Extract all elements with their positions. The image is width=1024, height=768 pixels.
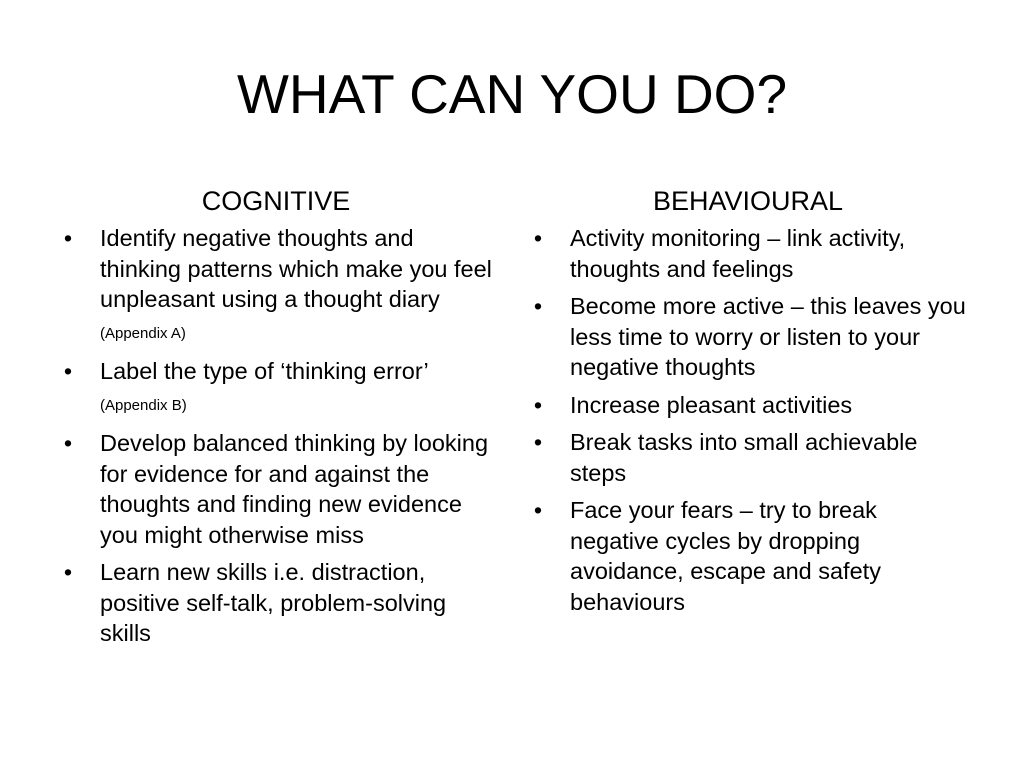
cognitive-list: [58, 223, 498, 649]
list-item-text: Learn new skills i.e. distraction, positive self-talk, problem-solving skills: [100, 559, 447, 646]
cognitive-column: [58, 183, 498, 656]
cognitive-heading: COGNITIVE: [201, 186, 351, 216]
behavioural-list: [528, 223, 968, 617]
behavioural-heading: BEHAVIOURAL: [652, 186, 844, 216]
appendix-note: (Appendix B): [100, 396, 187, 414]
list-item: [528, 427, 968, 488]
list-item: [58, 223, 498, 349]
list-item-text: Label the type of ‘thinking error’: [100, 358, 428, 384]
bullet-icon: •: [533, 391, 543, 418]
bullet-icon: •: [63, 225, 73, 251]
list-item: [528, 291, 968, 383]
list-item-text: Develop balanced thinking by looking for evidence for and against the thoughts and finding new evidence you might otherwise miss: [100, 430, 489, 548]
bullet-icon: •: [533, 429, 543, 455]
list-item: [528, 223, 968, 284]
list-item-text: Activity monitoring – link activity, thoughts and feelings: [570, 225, 906, 282]
appendix-note: (Appendix A): [100, 324, 186, 342]
list-item: [528, 390, 968, 421]
list-item-text: Face your fears – try to break negative cycles by dropping avoidance, escape and safety behaviours: [570, 497, 881, 615]
bullet-icon: •: [63, 559, 73, 585]
bullet-icon: •: [533, 497, 543, 523]
bullet-icon: •: [533, 293, 543, 319]
list-item-text: Become more active – this leaves you less time to worry or listen to your negative thoughts: [570, 293, 966, 380]
list-item: [58, 356, 498, 421]
list-item: [58, 428, 498, 550]
bullet-icon: •: [533, 225, 543, 251]
list-item: [528, 495, 968, 617]
list-item-text: Break tasks into small achievable steps: [570, 429, 918, 486]
list-item: [58, 557, 498, 649]
bullet-icon: •: [63, 358, 73, 384]
slide-title: WHAT CAN YOU DO?: [236, 63, 788, 125]
behavioural-column: [528, 183, 968, 624]
list-item-text: Identify negative thoughts and thinking patterns which make you feel unpleasant using a thought diary: [100, 225, 492, 312]
list-item-text: Increase pleasant activities: [570, 391, 853, 418]
bullet-icon: •: [63, 430, 73, 456]
